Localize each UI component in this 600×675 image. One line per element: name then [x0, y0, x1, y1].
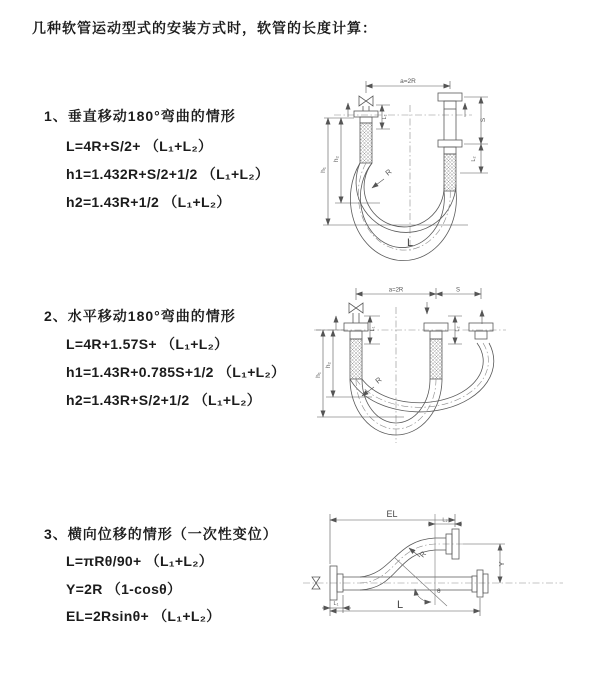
dim-l	[330, 598, 480, 616]
middle-pipe	[424, 323, 448, 379]
formula-line: L=πRθ/90+ （L₁+L₂）	[66, 553, 214, 569]
right-pipe	[438, 93, 462, 191]
dim-label-l2: L₂	[455, 326, 461, 332]
hose-centerline	[356, 343, 488, 407]
dim-label-l: L	[396, 599, 404, 611]
dim-label-r: R	[417, 549, 429, 560]
section-1-heading: 1、垂直移动180°弯曲的情形	[44, 108, 236, 124]
section-2-heading: 2、水平移动180°弯曲的情形	[44, 308, 236, 324]
dim-l2	[471, 144, 481, 173]
formula-line: h2=1.43R+S/2+1/2 （L₁+L₂）	[66, 392, 262, 408]
dim-label-l1: L₁	[370, 326, 376, 332]
dim-label-l2: L₂	[471, 156, 477, 162]
dim-label-h2: h₂	[325, 361, 332, 369]
right-flange	[472, 570, 488, 597]
dim-label-h1: h₁	[315, 372, 322, 378]
hose-centerline	[358, 163, 450, 250]
right-pipe	[469, 323, 493, 339]
dim-label-s: S	[455, 287, 461, 294]
dim-a2r	[366, 78, 450, 93]
left-pipe	[354, 111, 378, 163]
formula-line: h1=1.43R+0.785S+1/2 （L₁+L₂）	[66, 364, 286, 380]
dim-el	[330, 509, 455, 564]
diagram-lateral-displacement	[295, 500, 585, 662]
dim-label-r: R	[383, 167, 394, 178]
dim-label-l2: L₂	[442, 517, 448, 524]
dim-label-h1: h₁	[320, 167, 327, 173]
section-3-heading: 3、横向位移的情形（一次性变位）	[44, 526, 278, 542]
diagram-horizontal-180-bend	[300, 283, 595, 463]
dim-label-h2: h₂	[333, 155, 340, 163]
formula-line: h2=1.43R+1/2 （L₁+L₂）	[66, 194, 231, 210]
hose-s-curve	[360, 538, 446, 590]
dim-label-a2r: a=2R	[400, 78, 416, 85]
valve-icon	[349, 303, 363, 323]
dim-label-s: S	[480, 117, 487, 123]
dim-h2	[325, 330, 372, 397]
dim-label-r: R	[373, 375, 384, 386]
dim-label-l1: L₁	[333, 601, 339, 607]
formula-line: EL=2Rsinθ+ （L₁+L₂）	[66, 608, 221, 624]
dim-l2	[428, 514, 462, 605]
left-pipe	[344, 323, 368, 379]
formula-line: L=4R+S/2+ （L₁+L₂）	[66, 138, 213, 154]
dim-label-a2r: a=2R	[388, 287, 404, 294]
formula-line: h1=1.432R+S/2+1/2 （L₁+L₂）	[66, 166, 270, 182]
dim-s	[436, 288, 481, 295]
page-title: 几种软管运动型式的安装方式时，软管的长度计算：	[32, 20, 377, 36]
formula-line: L=4R+1.57S+ （L₁+L₂）	[66, 336, 229, 352]
dim-label-theta: θ	[437, 588, 441, 595]
formula-line: Y=2R （1-cosθ）	[66, 581, 182, 597]
dim-label-y: Y	[497, 561, 506, 567]
radius-callout	[362, 375, 384, 396]
dim-label-l1: L₁	[382, 114, 388, 120]
dim-l1	[322, 595, 351, 613]
diagram-vertical-180-bend	[298, 73, 588, 263]
valve-icon	[359, 96, 373, 111]
hose-u-bend	[350, 163, 456, 261]
dim-label-el: EL	[386, 509, 398, 519]
radius-callout	[372, 167, 394, 188]
dim-label-l-total: L	[406, 237, 414, 249]
